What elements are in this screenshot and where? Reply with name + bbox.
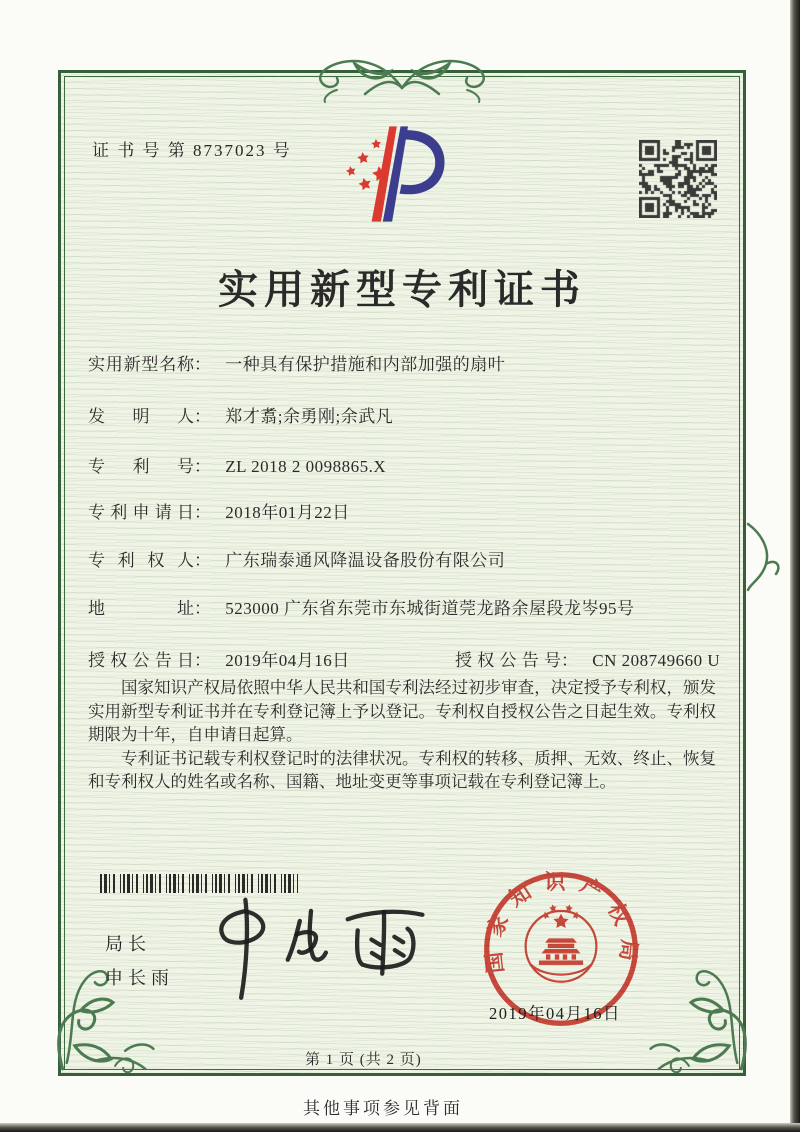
- qr-code: [639, 140, 717, 218]
- logo-blue-bowl: [400, 130, 445, 194]
- cnipa-logo: [338, 122, 450, 226]
- field-colon: ：: [194, 407, 211, 426]
- field-grant-number: [455, 646, 720, 671]
- field-row-inventors: [88, 402, 728, 427]
- field-label: 发明人: [88, 407, 194, 426]
- scan-edge-right: [790, 0, 800, 1132]
- seal-date: 2019年04月16日: [489, 1004, 621, 1023]
- seal-national-emblem: [526, 904, 597, 982]
- right-mid-ornament: [742, 520, 786, 594]
- field-value: 广东瑞泰通风降温设备股份有限公司: [225, 551, 506, 570]
- field-value: 郑才翥;余勇刚;余武凡: [225, 407, 394, 426]
- legal-paragraph-2: 专利证书记载专利权登记时的法律状况。专利权的转移、质押、无效、终止、恢复和专利权人的姓名或名称、国籍、地址变更等事项记载在专利登记簿上。: [88, 748, 716, 791]
- field-colon: ：: [194, 457, 211, 476]
- field-label: 专利权人: [88, 551, 194, 570]
- commissioner-title: 局长: [105, 934, 151, 954]
- field-colon: ：: [561, 651, 578, 670]
- field-label: 专利申请日: [88, 503, 194, 522]
- field-row-grant: [88, 646, 728, 671]
- field-value: 2019年04月16日: [225, 651, 350, 670]
- field-value: 一种具有保护措施和内部加强的扇叶: [225, 355, 506, 374]
- field-label: 专利号: [88, 457, 194, 476]
- field-colon: ：: [194, 651, 211, 670]
- legal-text: [88, 676, 716, 794]
- field-colon: ：: [194, 503, 211, 522]
- field-value: 523000 广东省东莞市东城街道莞龙路余屋段龙岑95号: [225, 599, 635, 618]
- field-value: 2018年01月22日: [225, 503, 350, 522]
- commissioner-signature: [203, 884, 437, 1014]
- certificate-title: 实用新型专利证书: [218, 267, 586, 312]
- field-label: 实用新型名称: [88, 355, 194, 374]
- field-row-patentee: [88, 546, 728, 571]
- field-label: 授权公告日: [88, 651, 194, 670]
- certificate-number: 证 书 号 第 8737023 号: [92, 141, 292, 160]
- footer-note: 其他事项参见背面: [303, 1099, 463, 1118]
- bottom-right-ornament: [638, 950, 760, 1076]
- seal-ring-text: 国家知识产权局: [480, 869, 642, 975]
- page-number: 第 1 页 (共 2 页): [305, 1052, 422, 1068]
- field-colon: ：: [194, 599, 211, 618]
- field-value: ZL 2018 2 0098865.X: [225, 457, 387, 476]
- legal-paragraph-1: 国家知识产权局依照中华人民共和国专利法经过初步审查，决定授予专利权，颁发实用新型专利证书并在专利登记簿上予以登记。专利权自授权公告之日起生效。专利权期限为十年，自申请日起算。: [88, 678, 716, 744]
- field-colon: ：: [194, 355, 211, 374]
- field-row-patent-number: [88, 452, 728, 477]
- scan-edge-bottom: [0, 1123, 800, 1132]
- top-center-ornament: [296, 46, 508, 104]
- field-row-filing-date: [88, 498, 728, 523]
- field-row-name: [88, 350, 728, 375]
- field-row-address: [88, 594, 728, 619]
- commissioner-name: 申长雨: [105, 968, 174, 988]
- field-label: 地址: [88, 599, 194, 618]
- field-label: 授权公告号: [455, 651, 561, 670]
- field-colon: ：: [194, 551, 211, 570]
- field-value: CN 208749660 U: [592, 651, 721, 670]
